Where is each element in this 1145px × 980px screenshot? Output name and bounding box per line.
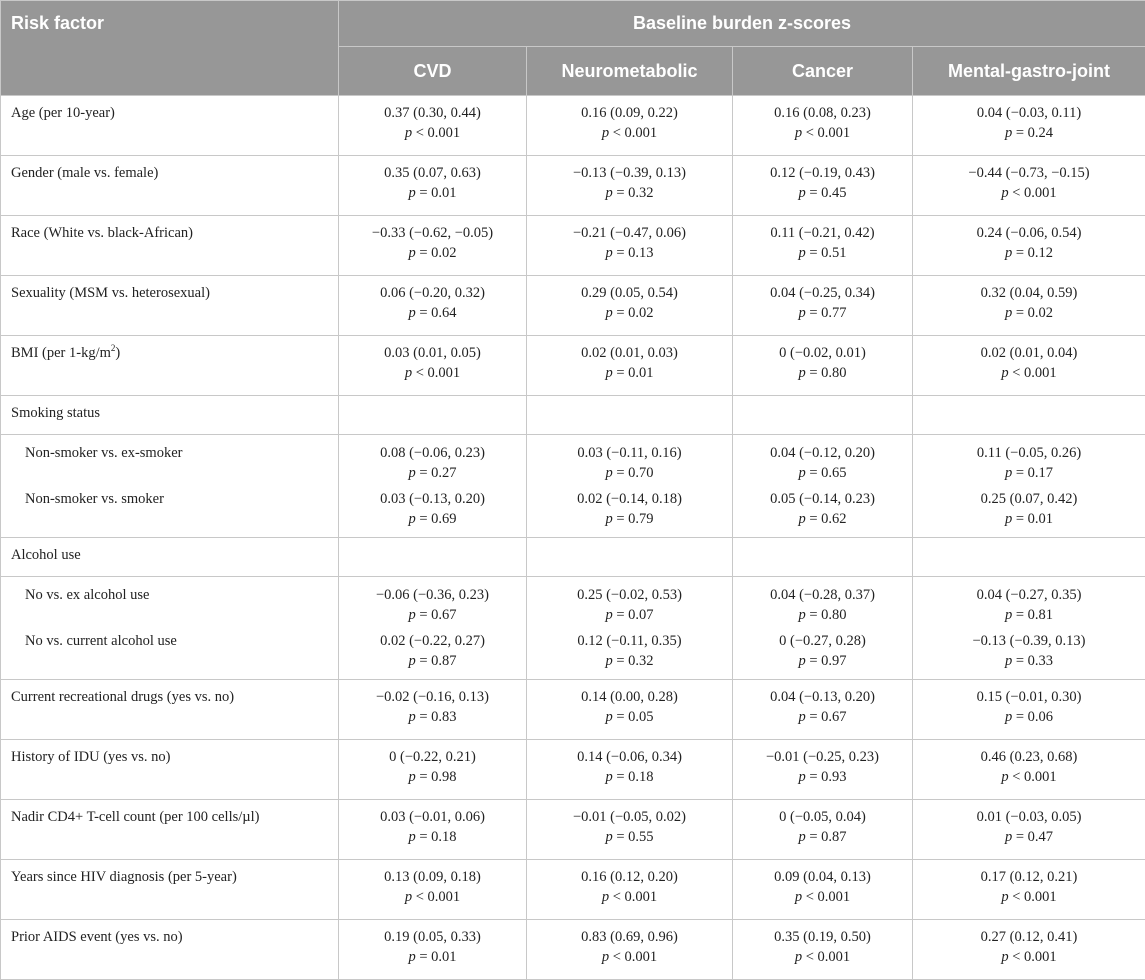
estimate-ci: 0.19 (0.05, 0.33): [349, 927, 516, 947]
value-cell: [913, 435, 1145, 538]
estimate-ci: 0.04 (−0.12, 0.20): [743, 443, 902, 463]
p-value: p < 0.001: [923, 183, 1135, 203]
sub-value: [349, 585, 516, 631]
estimate-ci: 0.11 (−0.21, 0.42): [743, 223, 902, 243]
table-row-subgroup: [1, 435, 1145, 538]
row-label: Current recreational drugs (yes vs. no): [1, 680, 339, 740]
value-cell: [339, 860, 527, 920]
p-value: p = 0.12: [923, 243, 1135, 263]
p-value: p = 0.81: [923, 605, 1135, 625]
estimate-ci: 0.02 (0.01, 0.04): [923, 343, 1135, 363]
p-value: p < 0.001: [923, 947, 1135, 967]
sub-value: [923, 585, 1135, 631]
column-header-mental-gastro-joint: Mental-gastro-joint: [913, 47, 1145, 96]
empty-cell: [913, 396, 1145, 435]
empty-cell: [913, 538, 1145, 577]
p-value: p = 0.93: [743, 767, 902, 787]
value-cell: [913, 860, 1145, 920]
sub-value: [537, 443, 722, 489]
row-label: Years since HIV diagnosis (per 5-year): [1, 860, 339, 920]
estimate-ci: 0.04 (−0.27, 0.35): [923, 585, 1135, 605]
value-cell: [733, 577, 913, 680]
estimate-ci: 0.46 (0.23, 0.68): [923, 747, 1135, 767]
value-cell: [733, 96, 913, 156]
value-cell: [527, 577, 733, 680]
p-value: p = 0.87: [743, 827, 902, 847]
row-label: Nadir CD4+ T-cell count (per 100 cells/µl): [1, 800, 339, 860]
table-header: [1, 1, 1145, 96]
row-label: Prior AIDS event (yes vs. no): [1, 920, 339, 980]
table-row: [1, 336, 1145, 396]
value-cell: [339, 156, 527, 216]
p-value: p < 0.001: [923, 363, 1135, 383]
value-cell: [733, 276, 913, 336]
p-value: p = 0.01: [923, 509, 1135, 529]
estimate-ci: 0.08 (−0.06, 0.23): [349, 443, 516, 463]
value-cell: [527, 680, 733, 740]
p-value: p = 0.70: [537, 463, 722, 483]
estimate-ci: −0.13 (−0.39, 0.13): [923, 631, 1135, 651]
section-label: Alcohol use: [1, 538, 339, 577]
estimate-ci: 0.16 (0.08, 0.23): [743, 103, 902, 123]
estimate-ci: −0.33 (−0.62, −0.05): [349, 223, 516, 243]
estimate-ci: −0.02 (−0.16, 0.13): [349, 687, 516, 707]
estimate-ci: 0.06 (−0.20, 0.32): [349, 283, 516, 303]
estimate-ci: 0.25 (0.07, 0.42): [923, 489, 1135, 509]
p-value: p = 0.07: [537, 605, 722, 625]
sub-value: [537, 631, 722, 671]
p-value: p = 0.02: [923, 303, 1135, 323]
p-value: p < 0.001: [537, 887, 722, 907]
estimate-ci: 0.15 (−0.01, 0.30): [923, 687, 1135, 707]
value-cell: [733, 860, 913, 920]
estimate-ci: 0.03 (0.01, 0.05): [349, 343, 516, 363]
table-row: [1, 740, 1145, 800]
estimate-ci: 0 (−0.22, 0.21): [349, 747, 516, 767]
p-value: p < 0.001: [349, 363, 516, 383]
value-cell: [913, 216, 1145, 276]
row-label: Sexuality (MSM vs. heterosexual): [1, 276, 339, 336]
estimate-ci: 0.35 (0.07, 0.63): [349, 163, 516, 183]
estimate-ci: 0.35 (0.19, 0.50): [743, 927, 902, 947]
table-row-section: [1, 538, 1145, 577]
estimate-ci: 0.25 (−0.02, 0.53): [537, 585, 722, 605]
sub-value: [743, 443, 902, 489]
table-row-subgroup: [1, 577, 1145, 680]
sub-value: [349, 489, 516, 529]
p-value: p < 0.001: [743, 887, 902, 907]
p-value: p = 0.18: [349, 827, 516, 847]
p-value: p = 0.01: [349, 183, 516, 203]
value-cell: [527, 920, 733, 980]
section-label: Smoking status: [1, 396, 339, 435]
estimate-ci: 0.03 (−0.13, 0.20): [349, 489, 516, 509]
value-cell: [527, 276, 733, 336]
estimate-ci: 0.24 (−0.06, 0.54): [923, 223, 1135, 243]
estimate-ci: 0.27 (0.12, 0.41): [923, 927, 1135, 947]
value-cell: [339, 336, 527, 396]
estimate-ci: 0.02 (−0.22, 0.27): [349, 631, 516, 651]
row-label: History of IDU (yes vs. no): [1, 740, 339, 800]
value-cell: [913, 336, 1145, 396]
estimate-ci: 0.09 (0.04, 0.13): [743, 867, 902, 887]
value-cell: [913, 740, 1145, 800]
p-value: p = 0.87: [349, 651, 516, 671]
p-value: p < 0.001: [537, 123, 722, 143]
sub-value: [743, 489, 902, 529]
p-value: p = 0.18: [537, 767, 722, 787]
p-value: p = 0.55: [537, 827, 722, 847]
value-cell: [527, 800, 733, 860]
sub-value: [743, 585, 902, 631]
estimate-ci: −0.01 (−0.05, 0.02): [537, 807, 722, 827]
p-value: p < 0.001: [349, 887, 516, 907]
p-value: p = 0.02: [349, 243, 516, 263]
p-value: p = 0.80: [743, 605, 902, 625]
p-value: p = 0.45: [743, 183, 902, 203]
row-label: [1, 577, 339, 680]
value-cell: [527, 216, 733, 276]
p-value: p = 0.79: [537, 509, 722, 529]
value-cell: [339, 740, 527, 800]
value-cell: [339, 435, 527, 538]
value-cell: [733, 800, 913, 860]
empty-cell: [339, 538, 527, 577]
p-value: p = 0.05: [537, 707, 722, 727]
p-value: p = 0.67: [349, 605, 516, 625]
value-cell: [733, 680, 913, 740]
table-body: [1, 96, 1145, 980]
row-label: Gender (male vs. female): [1, 156, 339, 216]
p-value: p < 0.001: [349, 123, 516, 143]
estimate-ci: 0.32 (0.04, 0.59): [923, 283, 1135, 303]
row-label: Age (per 10-year): [1, 96, 339, 156]
sub-value: [743, 631, 902, 671]
estimate-ci: 0 (−0.05, 0.04): [743, 807, 902, 827]
estimate-ci: 0.16 (0.12, 0.20): [537, 867, 722, 887]
p-value: p = 0.77: [743, 303, 902, 323]
estimate-ci: 0.02 (0.01, 0.03): [537, 343, 722, 363]
estimate-ci: 0.04 (−0.25, 0.34): [743, 283, 902, 303]
sub-value: [349, 443, 516, 489]
row-label: BMI (per $1-kg/m^2$): [1, 336, 339, 396]
estimate-ci: 0.04 (−0.28, 0.37): [743, 585, 902, 605]
table-row: [1, 680, 1145, 740]
estimate-ci: 0.04 (−0.13, 0.20): [743, 687, 902, 707]
sub-value: [923, 489, 1135, 529]
table-row: [1, 216, 1145, 276]
sub-row-label: No vs. current alcohol use: [11, 631, 328, 651]
p-value: p = 0.02: [537, 303, 722, 323]
estimate-ci: 0.17 (0.12, 0.21): [923, 867, 1135, 887]
empty-cell: [527, 396, 733, 435]
estimate-ci: 0.04 (−0.03, 0.11): [923, 103, 1135, 123]
table-row: [1, 156, 1145, 216]
p-value: p = 0.01: [349, 947, 516, 967]
column-header-cvd: CVD: [339, 47, 527, 96]
p-value: p = 0.98: [349, 767, 516, 787]
p-value: p = 0.01: [537, 363, 722, 383]
estimate-ci: −0.01 (−0.25, 0.23): [743, 747, 902, 767]
estimate-ci: −0.44 (−0.73, −0.15): [923, 163, 1135, 183]
p-value: p = 0.67: [743, 707, 902, 727]
value-cell: [527, 336, 733, 396]
p-value: p = 0.65: [743, 463, 902, 483]
estimate-ci: 0.29 (0.05, 0.54): [537, 283, 722, 303]
estimate-ci: 0.12 (−0.19, 0.43): [743, 163, 902, 183]
table-row: [1, 860, 1145, 920]
value-cell: [733, 156, 913, 216]
p-value: p = 0.80: [743, 363, 902, 383]
sub-row-label: Non-smoker vs. smoker: [11, 489, 328, 509]
estimate-ci: 0.05 (−0.14, 0.23): [743, 489, 902, 509]
p-value: p < 0.001: [923, 887, 1135, 907]
sub-row-label: Non-smoker vs. ex-smoker: [11, 443, 328, 489]
estimate-ci: −0.21 (−0.47, 0.06): [537, 223, 722, 243]
value-cell: [913, 920, 1145, 980]
value-cell: [913, 800, 1145, 860]
estimate-ci: 0.12 (−0.11, 0.35): [537, 631, 722, 651]
estimate-ci: 0 (−0.27, 0.28): [743, 631, 902, 651]
table-row: [1, 96, 1145, 156]
table-row: [1, 800, 1145, 860]
value-cell: [339, 276, 527, 336]
p-value: p = 0.64: [349, 303, 516, 323]
value-cell: [913, 96, 1145, 156]
value-cell: [339, 96, 527, 156]
sub-value: [537, 489, 722, 529]
value-cell: [733, 920, 913, 980]
value-cell: [527, 740, 733, 800]
value-cell: [527, 156, 733, 216]
empty-cell: [733, 396, 913, 435]
empty-cell: [733, 538, 913, 577]
value-cell: [913, 680, 1145, 740]
value-cell: [339, 920, 527, 980]
sub-value: [349, 631, 516, 671]
table-row: [1, 276, 1145, 336]
value-cell: [733, 435, 913, 538]
p-value: p < 0.001: [743, 947, 902, 967]
sub-value: [923, 631, 1135, 671]
p-value: p = 0.83: [349, 707, 516, 727]
p-value: p = 0.51: [743, 243, 902, 263]
row-label: [1, 435, 339, 538]
value-cell: [339, 800, 527, 860]
value-cell: [733, 336, 913, 396]
sub-value: [537, 585, 722, 631]
risk-factor-header: Risk factor: [1, 1, 339, 96]
value-cell: [339, 216, 527, 276]
estimate-ci: 0.13 (0.09, 0.18): [349, 867, 516, 887]
empty-cell: [339, 396, 527, 435]
sub-value: [923, 443, 1135, 489]
p-value: p = 0.24: [923, 123, 1135, 143]
row-label: Race (White vs. black-African): [1, 216, 339, 276]
p-value: p = 0.06: [923, 707, 1135, 727]
p-value: p = 0.97: [743, 651, 902, 671]
value-cell: [733, 740, 913, 800]
p-value: p = 0.32: [537, 651, 722, 671]
p-value: p = 0.47: [923, 827, 1135, 847]
estimate-ci: 0.01 (−0.03, 0.05): [923, 807, 1135, 827]
value-cell: [527, 435, 733, 538]
value-cell: [339, 577, 527, 680]
p-value: p < 0.001: [923, 767, 1135, 787]
estimate-ci: −0.06 (−0.36, 0.23): [349, 585, 516, 605]
p-value: p = 0.62: [743, 509, 902, 529]
value-cell: [527, 96, 733, 156]
column-header-neurometabolic: Neurometabolic: [527, 47, 733, 96]
sub-row-label: No vs. ex alcohol use: [11, 585, 328, 631]
value-cell: [527, 860, 733, 920]
value-cell: [913, 156, 1145, 216]
p-value: p < 0.001: [537, 947, 722, 967]
table-row-section: [1, 396, 1145, 435]
p-value: p = 0.32: [537, 183, 722, 203]
p-value: p = 0.27: [349, 463, 516, 483]
p-value: p = 0.13: [537, 243, 722, 263]
z-scores-group-header: Baseline burden z-scores: [339, 1, 1145, 47]
estimate-ci: 0.11 (−0.05, 0.26): [923, 443, 1135, 463]
value-cell: [913, 276, 1145, 336]
estimate-ci: 0.03 (−0.01, 0.06): [349, 807, 516, 827]
value-cell: [913, 577, 1145, 680]
estimate-ci: 0 (−0.02, 0.01): [743, 343, 902, 363]
value-cell: [339, 680, 527, 740]
estimate-ci: 0.83 (0.69, 0.96): [537, 927, 722, 947]
p-value: p = 0.33: [923, 651, 1135, 671]
estimate-ci: 0.16 (0.09, 0.22): [537, 103, 722, 123]
p-value: p = 0.17: [923, 463, 1135, 483]
estimate-ci: 0.14 (0.00, 0.28): [537, 687, 722, 707]
value-cell: [733, 216, 913, 276]
estimate-ci: 0.14 (−0.06, 0.34): [537, 747, 722, 767]
estimate-ci: 0.37 (0.30, 0.44): [349, 103, 516, 123]
estimate-ci: 0.03 (−0.11, 0.16): [537, 443, 722, 463]
table-row: [1, 920, 1145, 980]
empty-cell: [527, 538, 733, 577]
p-value: p < 0.001: [743, 123, 902, 143]
column-header-cancer: Cancer: [733, 47, 913, 96]
estimate-ci: −0.13 (−0.39, 0.13): [537, 163, 722, 183]
p-value: p = 0.69: [349, 509, 516, 529]
estimate-ci: 0.02 (−0.14, 0.18): [537, 489, 722, 509]
